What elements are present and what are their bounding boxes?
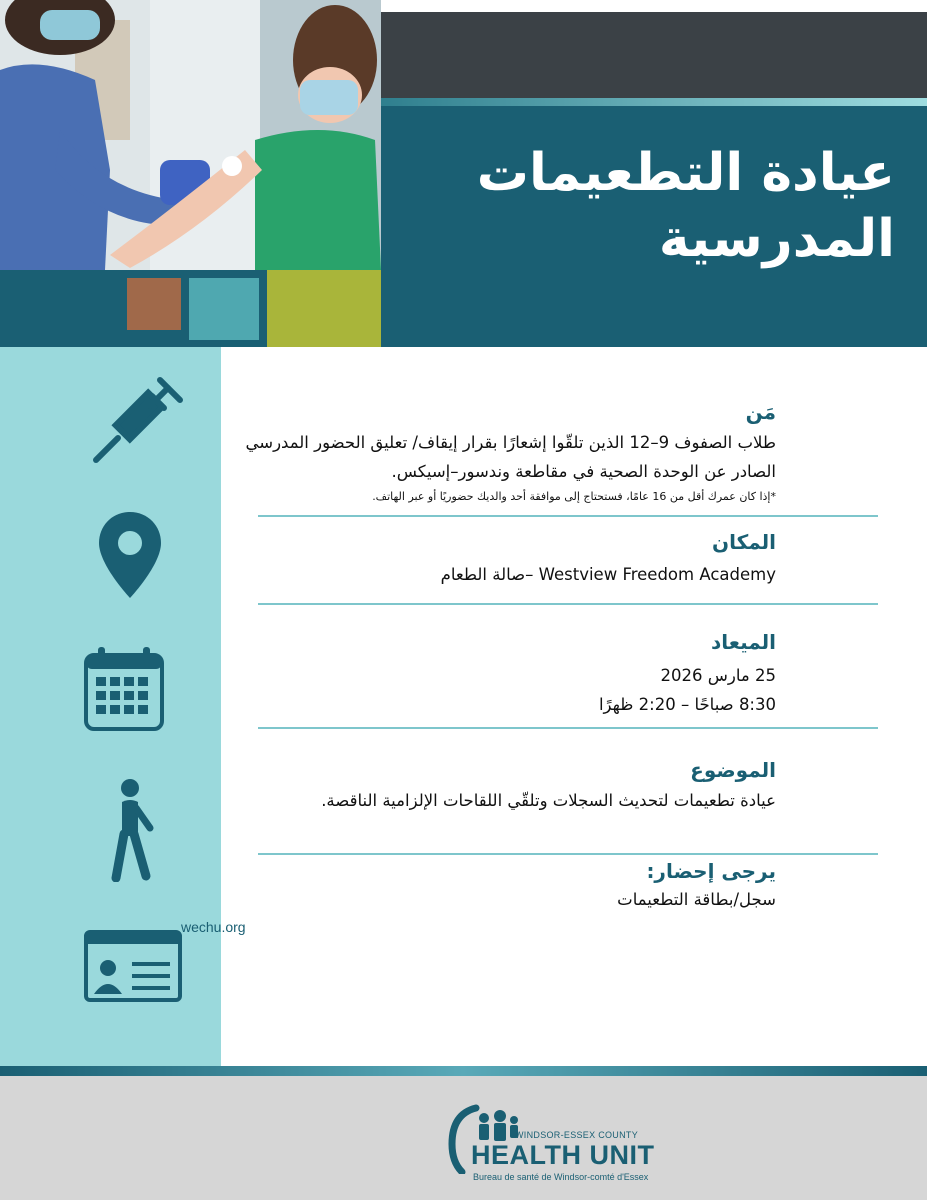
when-title: الميعاد bbox=[711, 630, 776, 654]
brown-square bbox=[127, 278, 181, 330]
logo-main-text: HEALTH UNIT bbox=[471, 1140, 655, 1170]
logo-top-text: WINDSOR-ESSEX COUNTY bbox=[515, 1130, 639, 1140]
green-square bbox=[267, 270, 381, 347]
footer-accent-line bbox=[0, 1066, 927, 1076]
when-date: 25 مارس 2026 bbox=[660, 666, 776, 685]
who-line-1: طلاب الصفوف 9–12 الذين تلقّوا إشعارًا بقرار إيقاف/ تعليق الحضور المدرسي bbox=[245, 433, 776, 452]
teal-square bbox=[189, 278, 259, 340]
when-time: 8:30 صباحًا – 2:20 ظهرًا bbox=[598, 695, 776, 714]
title-line-2: المدرسية bbox=[658, 209, 895, 269]
divider bbox=[258, 853, 878, 855]
id-card-icon bbox=[84, 930, 182, 1002]
vaccination-photo bbox=[0, 0, 381, 270]
where-title: المكان bbox=[712, 530, 776, 554]
calendar-icon bbox=[84, 645, 164, 731]
who-title: مَن bbox=[745, 400, 776, 424]
divider bbox=[258, 727, 878, 729]
color-squares-band bbox=[0, 270, 381, 347]
header-accent-line bbox=[381, 98, 927, 106]
who-note: *إذا كان عمرك أقل من 16 عامًا، فستحتاج إلى موافقة أحد والديك حضوريًا أو عبر الهاتف. bbox=[372, 490, 776, 503]
who-line-2: الصادر عن الوحدة الصحية في مقاطعة وندسور–إسيكس. bbox=[391, 462, 776, 481]
bring-title: يرجى إحضار: bbox=[646, 859, 776, 883]
bring-text: سجل/بطاقة التطعيمات bbox=[617, 890, 776, 909]
syringe-icon bbox=[92, 376, 184, 464]
title-line-1: عيادة التطعيمات bbox=[476, 143, 895, 203]
where-text: Westview Freedom Academy –صالة الطعام bbox=[440, 565, 776, 584]
page-title bbox=[415, 140, 895, 272]
what-title: الموضوع bbox=[690, 758, 776, 782]
walking-person-icon bbox=[108, 778, 154, 882]
header-photo bbox=[0, 0, 381, 270]
what-text: عيادة تطعيمات لتحديث السجلات وتلقّي اللقاحات الإلزامية الناقصة. bbox=[321, 791, 776, 810]
divider bbox=[258, 603, 878, 605]
header-dark-strip bbox=[381, 12, 927, 98]
logo-sub-text: Bureau de santé de Windsor-comté d'Essex bbox=[473, 1172, 649, 1182]
location-pin-icon bbox=[97, 510, 163, 600]
website-link[interactable]: wechu.org bbox=[181, 919, 246, 935]
divider bbox=[258, 515, 878, 517]
